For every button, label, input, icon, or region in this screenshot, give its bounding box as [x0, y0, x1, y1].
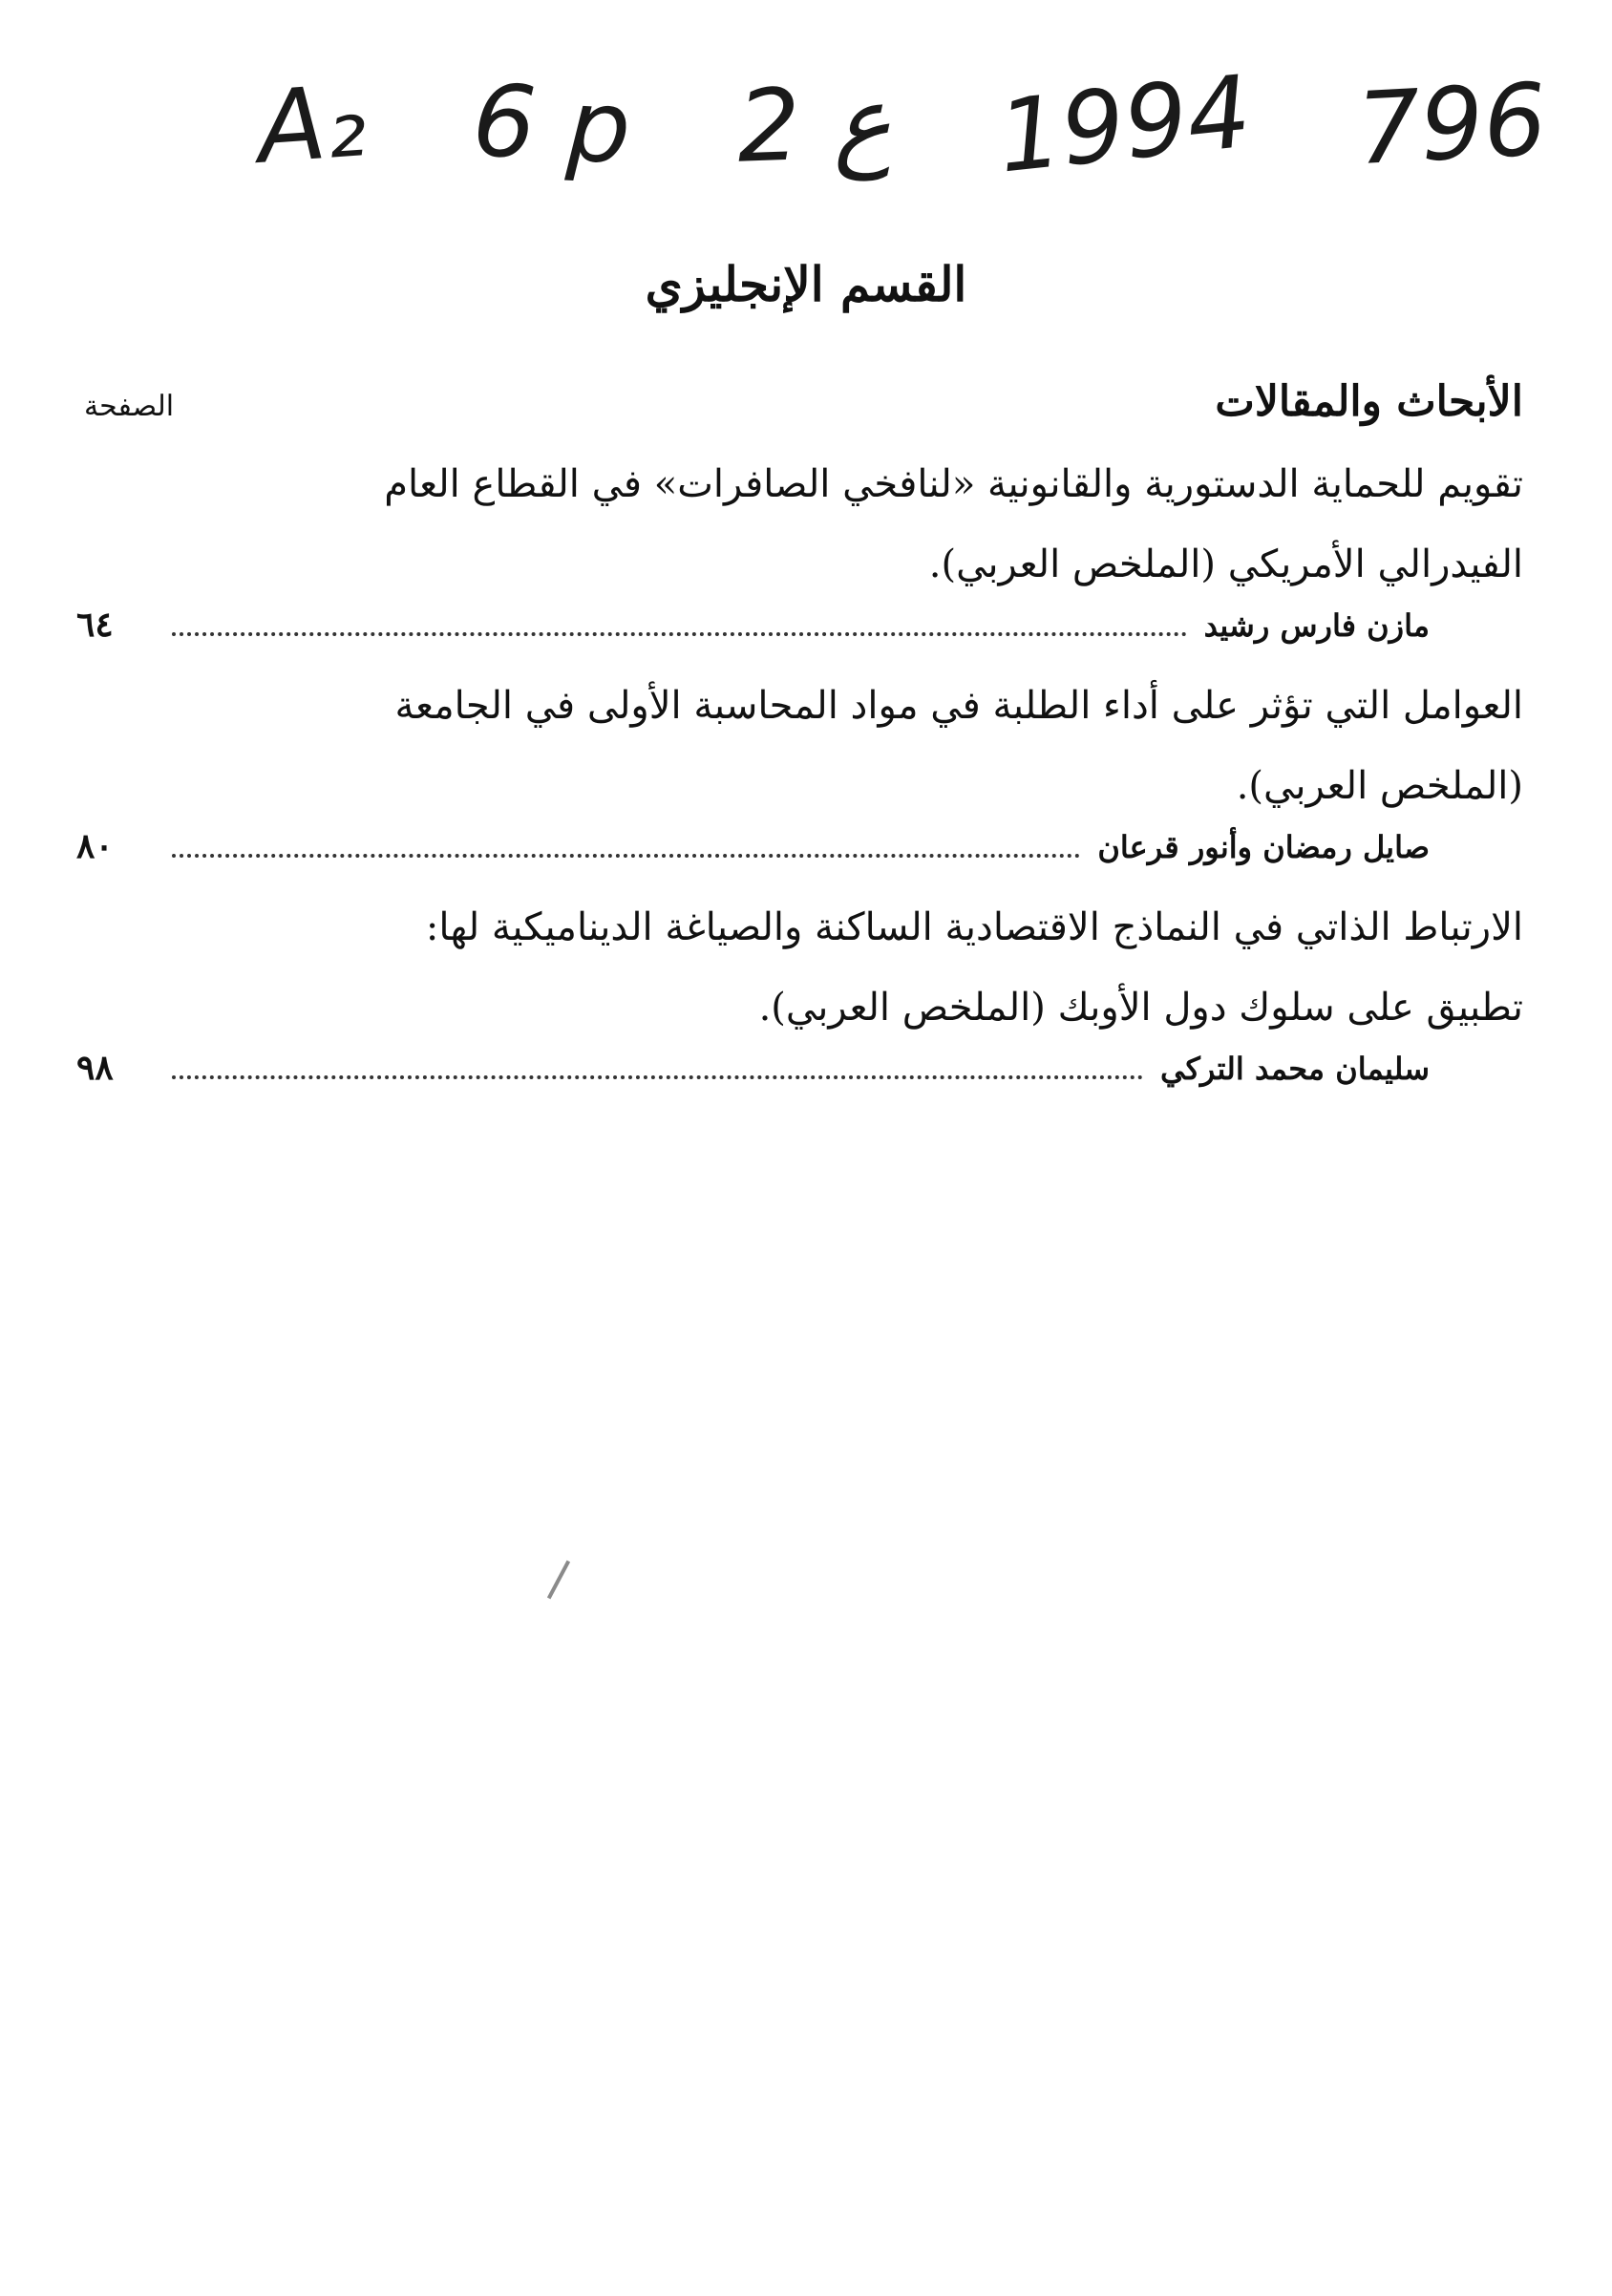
entry-author-row [76, 605, 1523, 666]
entry-author-row [76, 826, 1523, 887]
entry-title-line: تقويم للحماية الدستورية والقانونية «لنافخي الصافرات» في القطاع العام [384, 462, 1523, 506]
entry-title-line: تطبيق على سلوك دول الأوبك (الملخص العربي). [758, 986, 1523, 1030]
entry-author: صايل رمضان وأنور قرعان [1097, 829, 1430, 865]
toc-entry [76, 666, 1523, 887]
handwritten-mark: 1994 [992, 53, 1257, 196]
dot-leader [172, 1075, 1143, 1079]
toc-entry [76, 444, 1523, 666]
entry-page-number: ٩٨ [76, 1048, 114, 1088]
dot-leader [172, 632, 1187, 636]
entry-title-line: (الملخص العربي). [1236, 764, 1523, 808]
entry-author: مازن فارس رشيد [1203, 607, 1430, 644]
handwritten-annotation [253, 38, 1551, 210]
page-column-heading: الصفحة [84, 390, 175, 423]
dot-leader [172, 854, 1080, 858]
entry-author-row [76, 1048, 1523, 1109]
handwritten-mark: A₂ [253, 62, 370, 186]
handwritten-mark: 2 ع [734, 63, 894, 185]
toc-header [76, 377, 1523, 444]
handwritten-mark: 6 p [469, 61, 634, 187]
entry-title-line: الفيدرالي الأمريكي (الملخص العربي). [928, 542, 1523, 586]
entry-page-number: ٨٠ [76, 826, 114, 866]
section-title: القسم الإنجليزي [645, 256, 967, 312]
handwritten-mark: 796 [1354, 60, 1551, 188]
toc-entry [76, 887, 1523, 1109]
entry-title-line: الارتباط الذاتي في النماذج الاقتصادية الساكنة والصياغة الديناميكية لها: [425, 905, 1523, 949]
entry-title-line: العوامل التي تؤثر على أداء الطلبة في مواد المحاسبة الأولى في الجامعة [394, 684, 1523, 728]
table-of-contents [76, 377, 1523, 1109]
entry-page-number: ٦٤ [76, 605, 114, 645]
column-heading: الأبحاث والمقالات [1215, 377, 1523, 426]
stray-pen-mark [547, 1561, 570, 1600]
entry-author: سليمان محمد التركي [1159, 1051, 1430, 1087]
